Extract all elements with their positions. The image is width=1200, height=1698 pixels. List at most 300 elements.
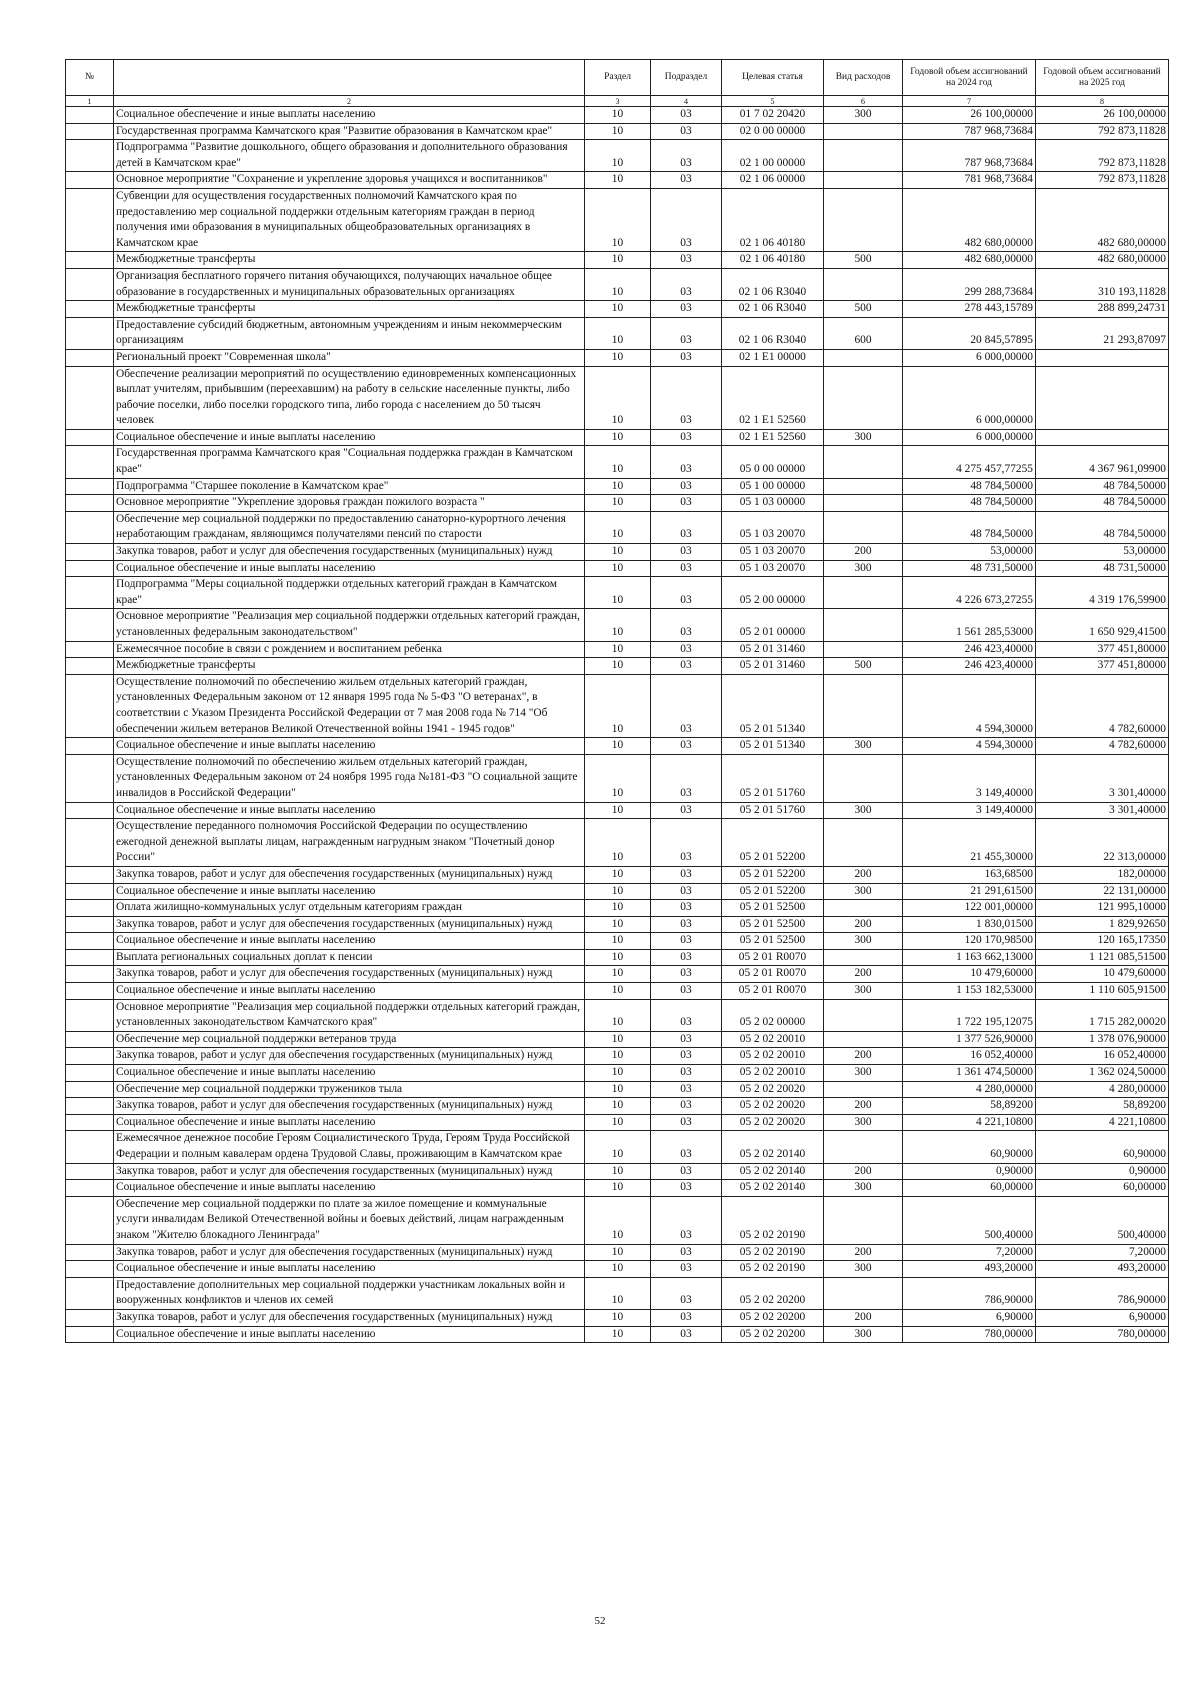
target-article-cell: 05 2 01 52500: [722, 900, 824, 917]
row-name-cell: Региональный проект "Современная школа": [114, 349, 585, 366]
subsection-cell: 03: [651, 1180, 722, 1197]
budget-table-sheet: [65, 59, 1168, 1343]
row-number-cell: [66, 268, 114, 300]
subsection-cell: 03: [651, 754, 722, 802]
amount-2024-cell: 1 561 285,53000: [903, 609, 1036, 641]
row-name-cell: Выплата региональных социальных доплат к пенсии: [114, 949, 585, 966]
subsection-cell: 03: [651, 866, 722, 883]
row-name-cell: Закупка товаров, работ и услуг для обеспечения государственных (муниципальных) нужд: [114, 1309, 585, 1326]
target-article-cell: 05 2 02 20140: [722, 1163, 824, 1180]
expense-type-cell: [824, 674, 903, 737]
amount-2025-cell: 48 784,50000: [1036, 478, 1169, 495]
target-article-cell: 01 7 02 20420: [722, 107, 824, 124]
section-cell: 10: [585, 738, 651, 755]
expense-type-cell: 500: [824, 252, 903, 269]
amount-2025-cell: 1 829,92650: [1036, 916, 1169, 933]
row-name-cell: Социальное обеспечение и иные выплаты населению: [114, 560, 585, 577]
amount-2024-cell: 60,00000: [903, 1180, 1036, 1197]
subsection-cell: 03: [651, 172, 722, 189]
amount-2024-cell: 20 845,57895: [903, 317, 1036, 349]
target-article-cell: 05 2 01 51340: [722, 738, 824, 755]
amount-2025-cell: 792 873,11828: [1036, 123, 1169, 140]
amount-2025-cell: 6,90000: [1036, 1309, 1169, 1326]
amount-2025-cell: 121 995,10000: [1036, 900, 1169, 917]
amount-2025-cell: 53,00000: [1036, 544, 1169, 561]
section-cell: 10: [585, 429, 651, 446]
header-section: Раздел: [585, 60, 651, 96]
amount-2024-cell: 0,90000: [903, 1163, 1036, 1180]
amount-2024-cell: 16 052,40000: [903, 1048, 1036, 1065]
target-article-cell: 05 2 02 20010: [722, 1065, 824, 1082]
table-row: [66, 900, 1169, 917]
row-name-cell: Социальное обеспечение и иные выплаты населению: [114, 1180, 585, 1197]
subsection-cell: 03: [651, 883, 722, 900]
subsection-cell: 03: [651, 140, 722, 172]
section-cell: 10: [585, 754, 651, 802]
section-cell: 10: [585, 866, 651, 883]
table-row: [66, 1081, 1169, 1098]
expense-type-cell: 300: [824, 883, 903, 900]
section-cell: 10: [585, 999, 651, 1031]
table-row: [66, 1196, 1169, 1244]
amount-2025-cell: 1 715 282,00020: [1036, 999, 1169, 1031]
subsection-cell: 03: [651, 1326, 722, 1343]
row-name-cell: Осуществление полномочий по обеспечению жильем отдельных категорий граждан, установленных Федеральным законом от 24 ноября 1995 года №181-ФЗ "О социальной защите инвалидов в Российской Федерации": [114, 754, 585, 802]
expense-type-cell: 300: [824, 107, 903, 124]
table-row: [66, 883, 1169, 900]
section-cell: 10: [585, 544, 651, 561]
section-cell: 10: [585, 107, 651, 124]
row-number-cell: [66, 317, 114, 349]
row-name-cell: Социальное обеспечение и иные выплаты населению: [114, 1065, 585, 1082]
amount-2025-cell: 4 782,60000: [1036, 738, 1169, 755]
amount-2025-cell: 792 873,11828: [1036, 172, 1169, 189]
row-name-cell: Основное мероприятие "Сохранение и укрепление здоровья учащихся и воспитанников": [114, 172, 585, 189]
row-name-cell: Подпрограмма "Старшее поколение в Камчатском крае": [114, 478, 585, 495]
amount-2025-cell: 21 293,87097: [1036, 317, 1169, 349]
row-number-cell: [66, 172, 114, 189]
table-row: [66, 172, 1169, 189]
amount-2024-cell: 4 280,00000: [903, 1081, 1036, 1098]
row-name-cell: Межбюджетные трансферты: [114, 658, 585, 675]
amount-2024-cell: 120 170,98500: [903, 933, 1036, 950]
target-article-cell: 02 1 06 R3040: [722, 268, 824, 300]
col-number: 8: [1036, 96, 1169, 107]
table-row: [66, 140, 1169, 172]
row-name-cell: Межбюджетные трансферты: [114, 252, 585, 269]
subsection-cell: 03: [651, 658, 722, 675]
amount-2025-cell: [1036, 429, 1169, 446]
amount-2025-cell: 4 221,10800: [1036, 1114, 1169, 1131]
amount-2024-cell: 48 784,50000: [903, 495, 1036, 512]
expense-type-cell: 300: [824, 802, 903, 819]
amount-2024-cell: 6 000,00000: [903, 429, 1036, 446]
expense-type-cell: 300: [824, 738, 903, 755]
target-article-cell: 05 2 02 00000: [722, 999, 824, 1031]
header-subsection: Подраздел: [651, 60, 722, 96]
col-number: 1: [66, 96, 114, 107]
target-article-cell: 02 1 E1 00000: [722, 349, 824, 366]
expense-type-cell: 200: [824, 544, 903, 561]
row-number-cell: [66, 478, 114, 495]
amount-2025-cell: 1 121 085,51500: [1036, 949, 1169, 966]
table-row: [66, 1326, 1169, 1343]
expense-type-cell: 600: [824, 317, 903, 349]
expense-type-cell: [824, 949, 903, 966]
amount-2025-cell: 58,89200: [1036, 1098, 1169, 1115]
amount-2024-cell: 780,00000: [903, 1326, 1036, 1343]
row-name-cell: Ежемесячное пособие в связи с рождением и воспитанием ребенка: [114, 641, 585, 658]
section-cell: 10: [585, 349, 651, 366]
amount-2025-cell: 10 479,60000: [1036, 966, 1169, 983]
target-article-cell: 05 2 02 20190: [722, 1196, 824, 1244]
row-name-cell: Предоставление субсидий бюджетным, автономным учреждениям и иным некоммерческим организациям: [114, 317, 585, 349]
row-name-cell: Организация бесплатного горячего питания обучающихся, получающих начальное общее образование в государственных и муниципальных образовательных организациях: [114, 268, 585, 300]
subsection-cell: 03: [651, 188, 722, 251]
amount-2024-cell: 4 221,10800: [903, 1114, 1036, 1131]
expense-type-cell: 300: [824, 560, 903, 577]
amount-2024-cell: 3 149,40000: [903, 802, 1036, 819]
table-row: [66, 577, 1169, 609]
table-row: [66, 933, 1169, 950]
table-row: [66, 983, 1169, 1000]
row-name-cell: Социальное обеспечение и иные выплаты населению: [114, 1326, 585, 1343]
row-number-cell: [66, 301, 114, 318]
section-cell: 10: [585, 172, 651, 189]
row-number-cell: [66, 252, 114, 269]
amount-2025-cell: 310 193,11828: [1036, 268, 1169, 300]
target-article-cell: 05 2 02 20200: [722, 1309, 824, 1326]
expense-type-cell: 300: [824, 1261, 903, 1278]
section-cell: 10: [585, 1196, 651, 1244]
expense-type-cell: [824, 268, 903, 300]
amount-2025-cell: 377 451,80000: [1036, 641, 1169, 658]
row-number-cell: [66, 446, 114, 478]
table-row: [66, 1180, 1169, 1197]
target-article-cell: 05 2 02 20190: [722, 1261, 824, 1278]
subsection-cell: 03: [651, 641, 722, 658]
row-number-cell: [66, 1031, 114, 1048]
amount-2025-cell: 120 165,17350: [1036, 933, 1169, 950]
row-number-cell: [66, 577, 114, 609]
row-name-cell: Социальное обеспечение и иные выплаты населению: [114, 802, 585, 819]
expense-type-cell: 300: [824, 429, 903, 446]
amount-2024-cell: 1 830,01500: [903, 916, 1036, 933]
row-number-cell: [66, 738, 114, 755]
amount-2025-cell: [1036, 349, 1169, 366]
expense-type-cell: [824, 1277, 903, 1309]
target-article-cell: 02 1 E1 52560: [722, 366, 824, 429]
table-row: [66, 1277, 1169, 1309]
subsection-cell: 03: [651, 301, 722, 318]
expense-type-cell: [824, 577, 903, 609]
expense-type-cell: 200: [824, 916, 903, 933]
row-number-cell: [66, 819, 114, 867]
expense-type-cell: 500: [824, 301, 903, 318]
section-cell: 10: [585, 1163, 651, 1180]
table-row: [66, 107, 1169, 124]
target-article-cell: 05 2 02 20200: [722, 1326, 824, 1343]
amount-2025-cell: 4 367 961,09900: [1036, 446, 1169, 478]
amount-2024-cell: 21 291,61500: [903, 883, 1036, 900]
expense-type-cell: 200: [824, 1048, 903, 1065]
target-article-cell: 05 2 00 00000: [722, 577, 824, 609]
section-cell: 10: [585, 916, 651, 933]
table-body: [66, 107, 1169, 1343]
row-name-cell: Предоставление дополнительных мер социальной поддержки участникам локальных войн и вооруженных конфликтов и членов их семей: [114, 1277, 585, 1309]
row-number-cell: [66, 1048, 114, 1065]
target-article-cell: 02 1 06 40180: [722, 252, 824, 269]
table-row: [66, 544, 1169, 561]
table-header: [66, 60, 1169, 107]
amount-2025-cell: 1 378 076,90000: [1036, 1031, 1169, 1048]
amount-2024-cell: 786,90000: [903, 1277, 1036, 1309]
row-number-cell: [66, 966, 114, 983]
amount-2025-cell: 288 899,24731: [1036, 301, 1169, 318]
subsection-cell: 03: [651, 268, 722, 300]
expense-type-cell: [824, 1031, 903, 1048]
expense-type-cell: [824, 478, 903, 495]
amount-2025-cell: 500,40000: [1036, 1196, 1169, 1244]
row-name-cell: Государственная программа Камчатского края "Социальная поддержка граждан в Камчатском крае": [114, 446, 585, 478]
target-article-cell: 05 1 03 00000: [722, 495, 824, 512]
section-cell: 10: [585, 1244, 651, 1261]
expense-type-cell: [824, 1196, 903, 1244]
amount-2025-cell: 377 451,80000: [1036, 658, 1169, 675]
expense-type-cell: 300: [824, 1180, 903, 1197]
amount-2024-cell: 4 226 673,27255: [903, 577, 1036, 609]
subsection-cell: 03: [651, 1031, 722, 1048]
amount-2024-cell: 482 680,00000: [903, 252, 1036, 269]
target-article-cell: 05 1 03 20070: [722, 544, 824, 561]
amount-2024-cell: 6,90000: [903, 1309, 1036, 1326]
row-name-cell: Социальное обеспечение и иные выплаты населению: [114, 933, 585, 950]
subsection-cell: 03: [651, 366, 722, 429]
section-cell: 10: [585, 188, 651, 251]
amount-2025-cell: 780,00000: [1036, 1326, 1169, 1343]
expense-type-cell: 300: [824, 1114, 903, 1131]
amount-2024-cell: 53,00000: [903, 544, 1036, 561]
amount-2024-cell: 48 784,50000: [903, 478, 1036, 495]
amount-2025-cell: 182,00000: [1036, 866, 1169, 883]
amount-2025-cell: [1036, 366, 1169, 429]
amount-2024-cell: 48 784,50000: [903, 511, 1036, 543]
subsection-cell: 03: [651, 1309, 722, 1326]
subsection-cell: 03: [651, 1163, 722, 1180]
section-cell: 10: [585, 123, 651, 140]
expense-type-cell: 300: [824, 983, 903, 1000]
amount-2025-cell: 482 680,00000: [1036, 188, 1169, 251]
row-name-cell: Социальное обеспечение и иные выплаты населению: [114, 429, 585, 446]
section-cell: 10: [585, 966, 651, 983]
row-number-cell: [66, 1098, 114, 1115]
amount-2025-cell: 1 362 024,50000: [1036, 1065, 1169, 1082]
row-number-cell: [66, 188, 114, 251]
subsection-cell: 03: [651, 544, 722, 561]
page-number: 52: [594, 1615, 606, 1627]
row-number-cell: [66, 140, 114, 172]
table-row: [66, 658, 1169, 675]
row-name-cell: Обеспечение мер социальной поддержки ветеранов труда: [114, 1031, 585, 1048]
expense-type-cell: [824, 1131, 903, 1163]
header-name: [114, 60, 585, 96]
subsection-cell: 03: [651, 1098, 722, 1115]
header-2025: Годовой объем ассигнований на 2025 год: [1036, 60, 1169, 96]
section-cell: 10: [585, 949, 651, 966]
table-row: [66, 366, 1169, 429]
table-row: [66, 1261, 1169, 1278]
table-row: [66, 1114, 1169, 1131]
row-name-cell: Обеспечение мер социальной поддержки по предоставлению санаторно-курортного лечения неработающим гражданам, являющимся получателями пенсий по старости: [114, 511, 585, 543]
row-name-cell: Социальное обеспечение и иные выплаты населению: [114, 1114, 585, 1131]
subsection-cell: 03: [651, 933, 722, 950]
table-row: [66, 866, 1169, 883]
subsection-cell: 03: [651, 1196, 722, 1244]
subsection-cell: 03: [651, 966, 722, 983]
target-article-cell: 05 2 01 R0070: [722, 983, 824, 1000]
amount-2024-cell: 4 594,30000: [903, 674, 1036, 737]
section-cell: 10: [585, 366, 651, 429]
amount-2024-cell: 6 000,00000: [903, 349, 1036, 366]
amount-2024-cell: 3 149,40000: [903, 754, 1036, 802]
target-article-cell: 02 1 06 R3040: [722, 301, 824, 318]
subsection-cell: 03: [651, 983, 722, 1000]
row-name-cell: Ежемесячное денежное пособие Героям Социалистического Труда, Героям Труда Российской Федерации и полным кавалерам ордена Трудовой Славы, проживающим в Камчатском крае: [114, 1131, 585, 1163]
amount-2024-cell: 10 479,60000: [903, 966, 1036, 983]
row-number-cell: [66, 949, 114, 966]
row-name-cell: Социальное обеспечение и иные выплаты населению: [114, 983, 585, 1000]
subsection-cell: 03: [651, 429, 722, 446]
expense-type-cell: [824, 641, 903, 658]
subsection-cell: 03: [651, 1261, 722, 1278]
amount-2025-cell: 60,90000: [1036, 1131, 1169, 1163]
target-article-cell: 05 2 01 51340: [722, 674, 824, 737]
row-number-cell: [66, 1065, 114, 1082]
row-number-cell: [66, 866, 114, 883]
row-name-cell: Оплата жилищно-коммунальных услуг отдельным категориям граждан: [114, 900, 585, 917]
subsection-cell: 03: [651, 802, 722, 819]
table-row: [66, 1031, 1169, 1048]
subsection-cell: 03: [651, 252, 722, 269]
subsection-cell: 03: [651, 819, 722, 867]
section-cell: 10: [585, 268, 651, 300]
row-number-cell: [66, 349, 114, 366]
expense-type-cell: [824, 900, 903, 917]
amount-2024-cell: 1 377 526,90000: [903, 1031, 1036, 1048]
col-number: 7: [903, 96, 1036, 107]
target-article-cell: 05 1 03 20070: [722, 511, 824, 543]
subsection-cell: 03: [651, 738, 722, 755]
row-name-cell: Социальное обеспечение и иные выплаты населению: [114, 107, 585, 124]
amount-2024-cell: 4 594,30000: [903, 738, 1036, 755]
table-row: [66, 754, 1169, 802]
col-number: 6: [824, 96, 903, 107]
table-row: [66, 301, 1169, 318]
target-article-cell: 05 2 02 20010: [722, 1031, 824, 1048]
row-name-cell: Закупка товаров, работ и услуг для обеспечения государственных (муниципальных) нужд: [114, 966, 585, 983]
row-number-cell: [66, 560, 114, 577]
row-number-cell: [66, 641, 114, 658]
expense-type-cell: [824, 754, 903, 802]
table-row: [66, 1163, 1169, 1180]
table-row: [66, 1065, 1169, 1082]
section-cell: 10: [585, 883, 651, 900]
row-name-cell: Социальное обеспечение и иные выплаты населению: [114, 883, 585, 900]
section-cell: 10: [585, 495, 651, 512]
section-cell: 10: [585, 446, 651, 478]
section-cell: 10: [585, 511, 651, 543]
row-number-cell: [66, 1163, 114, 1180]
subsection-cell: 03: [651, 511, 722, 543]
table-row: [66, 802, 1169, 819]
table-row: [66, 317, 1169, 349]
amount-2025-cell: 48 731,50000: [1036, 560, 1169, 577]
amount-2024-cell: 1 722 195,12075: [903, 999, 1036, 1031]
row-number-cell: [66, 658, 114, 675]
table-row: [66, 999, 1169, 1031]
expense-type-cell: [824, 999, 903, 1031]
table-row: [66, 1098, 1169, 1115]
section-cell: 10: [585, 674, 651, 737]
target-article-cell: 02 1 06 40180: [722, 188, 824, 251]
row-name-cell: Осуществление переданного полномочия Российской Федерации по осуществлению ежегодной денежной выплаты лицам, награжденным нагрудным знаком "Почетный донор России": [114, 819, 585, 867]
expense-type-cell: [824, 123, 903, 140]
amount-2024-cell: 493,20000: [903, 1261, 1036, 1278]
amount-2025-cell: 3 301,40000: [1036, 802, 1169, 819]
amount-2024-cell: 60,90000: [903, 1131, 1036, 1163]
table-row: [66, 609, 1169, 641]
amount-2025-cell: 1 650 929,41500: [1036, 609, 1169, 641]
section-cell: 10: [585, 1098, 651, 1115]
amount-2024-cell: 1 361 474,50000: [903, 1065, 1036, 1082]
amount-2025-cell: 4 782,60000: [1036, 674, 1169, 737]
expense-type-cell: [824, 188, 903, 251]
row-name-cell: Закупка товаров, работ и услуг для обеспечения государственных (муниципальных) нужд: [114, 1048, 585, 1065]
expense-type-cell: [824, 511, 903, 543]
row-number-cell: [66, 1244, 114, 1261]
row-number-cell: [66, 916, 114, 933]
section-cell: 10: [585, 1031, 651, 1048]
table-row: [66, 495, 1169, 512]
section-cell: 10: [585, 983, 651, 1000]
amount-2025-cell: 48 784,50000: [1036, 495, 1169, 512]
amount-2025-cell: 792 873,11828: [1036, 140, 1169, 172]
subsection-cell: 03: [651, 999, 722, 1031]
amount-2025-cell: 22 131,00000: [1036, 883, 1169, 900]
expense-type-cell: [824, 349, 903, 366]
amount-2024-cell: 787 968,73684: [903, 140, 1036, 172]
table-row: [66, 349, 1169, 366]
section-cell: 10: [585, 1131, 651, 1163]
table-row: [66, 1048, 1169, 1065]
expense-type-cell: 300: [824, 1065, 903, 1082]
amount-2025-cell: 1 110 605,91500: [1036, 983, 1169, 1000]
section-cell: 10: [585, 1081, 651, 1098]
row-name-cell: Межбюджетные трансферты: [114, 301, 585, 318]
expense-type-cell: [824, 140, 903, 172]
amount-2024-cell: 299 288,73684: [903, 268, 1036, 300]
row-number-cell: [66, 1277, 114, 1309]
section-cell: 10: [585, 819, 651, 867]
target-article-cell: 05 2 02 20020: [722, 1081, 824, 1098]
target-article-cell: 05 2 01 31460: [722, 658, 824, 675]
expense-type-cell: 200: [824, 1098, 903, 1115]
amount-2025-cell: 16 052,40000: [1036, 1048, 1169, 1065]
col-number: 3: [585, 96, 651, 107]
table-row: [66, 123, 1169, 140]
subsection-cell: 03: [651, 1277, 722, 1309]
expense-type-cell: 200: [824, 866, 903, 883]
